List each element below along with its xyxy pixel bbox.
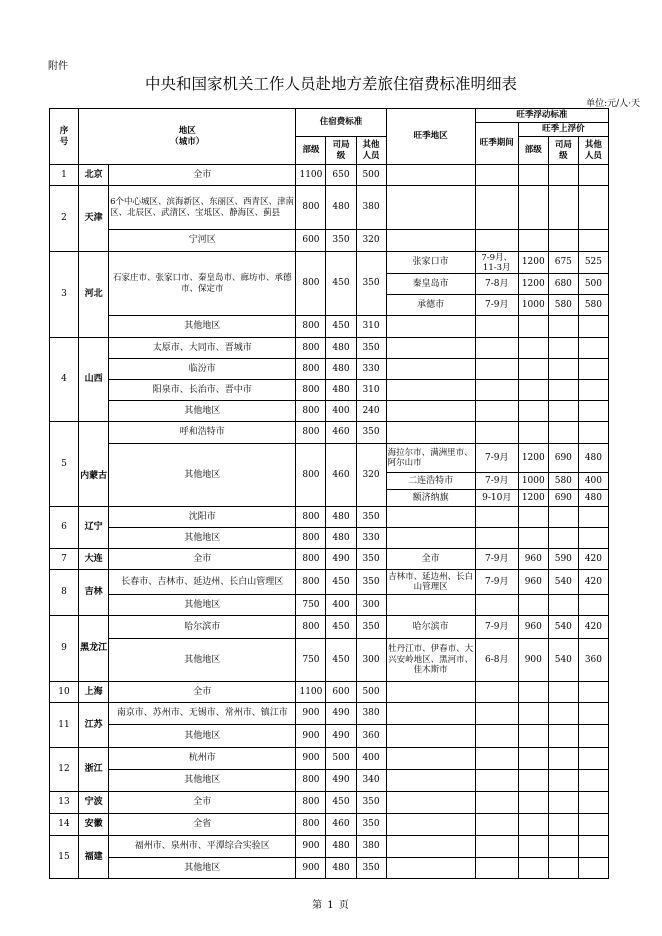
city-cell: 全市	[109, 549, 296, 570]
peak-period-cell: 6-8月	[475, 639, 518, 682]
city-cell: 其他地区	[109, 639, 296, 682]
rate-other: 330	[356, 359, 386, 380]
city-cell: 全省	[109, 814, 296, 836]
rate-ministerial: 900	[296, 703, 326, 725]
rate-other: 500	[356, 165, 386, 186]
rate-ministerial: 600	[296, 230, 326, 252]
peak-bureau: 680	[548, 274, 578, 295]
table-row	[50, 549, 609, 570]
header-peak-float-standard: 旺季浮动标准	[475, 109, 608, 123]
peak-ministerial: 960	[518, 570, 548, 595]
table-row	[50, 595, 609, 616]
city-cell: 长春市、吉林市、延边州、长白山管理区	[109, 570, 296, 595]
peak-ministerial: 1200	[518, 444, 548, 473]
province-cell: 天津	[79, 186, 109, 252]
table-row	[50, 639, 609, 682]
table-row	[50, 401, 609, 422]
province-cell: 大连	[79, 549, 109, 570]
rate-ministerial: 800	[296, 507, 326, 528]
peak-period-cell: 7-9月	[475, 444, 518, 473]
table-row	[50, 380, 609, 401]
rate-bureau: 480	[326, 528, 356, 549]
peak-region-cell: 牡丹江市、伊春市、大兴安岭地区、黑河市、佳木斯市	[386, 639, 475, 682]
seq-cell: 12	[50, 748, 79, 792]
peak-period-cell: 7-9月	[475, 473, 518, 490]
peak-ministerial: 960	[518, 616, 548, 639]
rate-bureau: 450	[326, 792, 356, 814]
rate-other: 350	[356, 570, 386, 595]
peak-other: 420	[578, 549, 608, 570]
peak-ministerial: 1200	[518, 252, 548, 274]
rate-bureau: 480	[326, 338, 356, 359]
table-row	[50, 770, 609, 792]
peak-ministerial: 900	[518, 639, 548, 682]
province-cell: 内蒙古	[79, 422, 109, 507]
table-row	[50, 316, 609, 338]
peak-period-cell: 7-9月	[475, 295, 518, 316]
rate-ministerial: 800	[296, 316, 326, 338]
rate-other: 350	[356, 616, 386, 639]
table-row	[50, 230, 609, 252]
peak-other: 420	[578, 570, 608, 595]
peak-region-cell: 秦皇岛市	[386, 274, 475, 295]
city-cell: 哈尔滨市	[109, 616, 296, 639]
rate-ministerial: 800	[296, 444, 326, 507]
peak-ministerial: 1200	[518, 274, 548, 295]
rate-ministerial: 800	[296, 422, 326, 444]
header-ministerial: 部级	[296, 137, 326, 165]
province-cell: 上海	[79, 682, 109, 703]
rate-ministerial: 800	[296, 814, 326, 836]
rate-other: 330	[356, 528, 386, 549]
table-row	[50, 252, 609, 274]
peak-region-cell: 承德市	[386, 295, 475, 316]
seq-cell: 6	[50, 507, 79, 549]
city-cell: 宁河区	[109, 230, 296, 252]
rate-bureau: 480	[326, 836, 356, 858]
rate-other: 240	[356, 401, 386, 422]
rate-ministerial: 750	[296, 595, 326, 616]
rate-bureau: 450	[326, 252, 356, 316]
rate-bureau: 490	[326, 725, 356, 748]
peak-ministerial: 960	[518, 549, 548, 570]
peak-region-cell: 二连浩特市	[386, 473, 475, 490]
peak-other: 400	[578, 473, 608, 490]
rate-ministerial: 800	[296, 528, 326, 549]
page-number: 第 1 页	[312, 900, 350, 911]
city-cell: 太原市、大同市、晋城市	[109, 338, 296, 359]
rate-ministerial: 800	[296, 616, 326, 639]
rate-ministerial: 800	[296, 359, 326, 380]
peak-bureau: 690	[548, 444, 578, 473]
rate-bureau: 480	[326, 858, 356, 879]
header-peak-ministerial: 部级	[518, 137, 548, 165]
peak-bureau: 540	[548, 570, 578, 595]
rate-bureau: 460	[326, 814, 356, 836]
header-seq: 序 号	[50, 109, 79, 165]
peak-ministerial: 1000	[518, 473, 548, 490]
table-row	[50, 616, 609, 639]
rate-other: 350	[356, 507, 386, 528]
seq-cell: 2	[50, 186, 79, 252]
attachment-label: 附件	[48, 61, 68, 72]
seq-cell: 4	[50, 338, 79, 422]
peak-other: 525	[578, 252, 608, 274]
city-cell: 全市	[109, 792, 296, 814]
province-cell: 福建	[79, 836, 109, 879]
rate-other: 350	[356, 792, 386, 814]
peak-other: 580	[578, 295, 608, 316]
table-row	[50, 359, 609, 380]
table-row	[50, 703, 609, 725]
rate-other: 300	[356, 595, 386, 616]
page-title: 中央和国家机关工作人员赴地方差旅住宿费标准明细表	[144, 75, 517, 93]
seq-cell: 3	[50, 252, 79, 338]
seq-cell: 13	[50, 792, 79, 814]
peak-period-cell: 7-9月、11-3月	[475, 252, 518, 274]
rate-bureau: 480	[326, 507, 356, 528]
province-cell: 浙江	[79, 748, 109, 792]
peak-period-cell: 7-9月	[475, 616, 518, 639]
rate-other: 350	[356, 549, 386, 570]
city-cell: 杭州市	[109, 748, 296, 770]
city-cell: 其他地区	[109, 528, 296, 549]
seq-cell: 14	[50, 814, 79, 836]
header-lodging-standard: 住宿费标准	[296, 109, 386, 137]
city-cell: 石家庄市、张家口市、秦皇岛市、廊坊市、承德市、保定市	[109, 252, 296, 316]
rate-bureau: 490	[326, 770, 356, 792]
header-peak-upper: 旺季上浮价	[518, 123, 608, 137]
rate-bureau: 490	[326, 703, 356, 725]
seq-cell: 11	[50, 703, 79, 748]
city-cell: 其他地区	[109, 595, 296, 616]
city-cell: 其他地区	[109, 401, 296, 422]
rate-ministerial: 800	[296, 338, 326, 359]
rate-ministerial: 800	[296, 401, 326, 422]
peak-bureau: 690	[548, 490, 578, 507]
table-row	[50, 682, 609, 703]
rate-ministerial: 1100	[296, 165, 326, 186]
seq-cell: 9	[50, 616, 79, 682]
peak-other: 420	[578, 616, 608, 639]
rate-bureau: 650	[326, 165, 356, 186]
peak-other: 360	[578, 639, 608, 682]
table-row	[50, 748, 609, 770]
rate-bureau: 460	[326, 444, 356, 507]
table-row	[50, 570, 609, 595]
city-cell: 呼和浩特市	[109, 422, 296, 444]
rate-bureau: 400	[326, 401, 356, 422]
seq-cell: 15	[50, 836, 79, 879]
table-row	[50, 507, 609, 528]
peak-bureau: 675	[548, 252, 578, 274]
rate-ministerial: 800	[296, 549, 326, 570]
rate-bureau: 600	[326, 682, 356, 703]
rate-other: 400	[356, 748, 386, 770]
city-cell: 其他地区	[109, 725, 296, 748]
rate-ministerial: 900	[296, 748, 326, 770]
peak-period-cell: 7-9月	[475, 549, 518, 570]
peak-region-cell: 海拉尔市、满洲里市、阿尔山市	[386, 444, 475, 473]
table-row	[50, 338, 609, 359]
rate-other: 310	[356, 316, 386, 338]
rate-other: 350	[356, 338, 386, 359]
city-cell: 阳泉市、长治市、晋中市	[109, 380, 296, 401]
seq-cell: 7	[50, 549, 79, 570]
city-cell: 临汾市	[109, 359, 296, 380]
rate-other: 340	[356, 770, 386, 792]
peak-bureau: 580	[548, 473, 578, 490]
rate-ministerial: 800	[296, 792, 326, 814]
peak-bureau: 580	[548, 295, 578, 316]
city-cell: 其他地区	[109, 444, 296, 507]
rate-ministerial: 800	[296, 570, 326, 595]
peak-period-cell: 7-8月	[475, 274, 518, 295]
rate-bureau: 450	[326, 616, 356, 639]
peak-region-cell: 张家口市	[386, 252, 475, 274]
province-cell: 黑龙江	[79, 616, 109, 682]
rate-ministerial: 1100	[296, 682, 326, 703]
peak-other: 480	[578, 490, 608, 507]
peak-other: 500	[578, 274, 608, 295]
table-row	[50, 186, 609, 230]
peak-region-cell: 额济纳旗	[386, 490, 475, 507]
province-cell: 山西	[79, 338, 109, 422]
unit-label: 单位:元/人·天	[586, 99, 640, 109]
peak-other: 480	[578, 444, 608, 473]
rate-ministerial: 800	[296, 186, 326, 230]
rate-other: 380	[356, 703, 386, 725]
peak-region-cell: 吉林市、延边州、长白山管理区	[386, 570, 475, 595]
lodging-standard-table	[49, 108, 609, 879]
city-cell: 其他地区	[109, 316, 296, 338]
province-cell: 北京	[79, 165, 109, 186]
rate-ministerial: 800	[296, 252, 326, 316]
rate-other: 320	[356, 444, 386, 507]
header-peak-bureau: 司局 级	[548, 137, 578, 165]
rate-bureau: 400	[326, 595, 356, 616]
city-cell: 6个中心城区、滨海新区、东丽区、西青区、津南区、北辰区、武清区、宝坻区、静海区、蓟县	[109, 186, 296, 230]
rate-other: 350	[356, 252, 386, 316]
peak-ministerial: 1200	[518, 490, 548, 507]
table-row	[50, 725, 609, 748]
rate-bureau: 450	[326, 316, 356, 338]
rate-other: 380	[356, 836, 386, 858]
rate-ministerial: 750	[296, 639, 326, 682]
peak-period-cell: 7-9月	[475, 570, 518, 595]
peak-ministerial: 1000	[518, 295, 548, 316]
header-peak-region: 旺季地区	[386, 109, 475, 165]
rate-other: 300	[356, 639, 386, 682]
seq-cell: 5	[50, 422, 79, 507]
rate-bureau: 490	[326, 549, 356, 570]
rate-ministerial: 900	[296, 725, 326, 748]
city-cell: 其他地区	[109, 770, 296, 792]
table-row	[50, 444, 609, 473]
peak-bureau: 590	[548, 549, 578, 570]
province-cell: 安徽	[79, 814, 109, 836]
province-cell: 吉林	[79, 570, 109, 616]
peak-bureau: 540	[548, 639, 578, 682]
rate-bureau: 500	[326, 748, 356, 770]
table-row	[50, 165, 609, 186]
header-peak-other: 其他 人员	[578, 137, 608, 165]
province-cell: 河北	[79, 252, 109, 338]
rate-ministerial: 800	[296, 380, 326, 401]
rate-bureau: 480	[326, 186, 356, 230]
city-cell: 全市	[109, 165, 296, 186]
rate-other: 500	[356, 682, 386, 703]
rate-other: 310	[356, 380, 386, 401]
header-peak-period: 旺季期间	[475, 123, 518, 165]
rate-other: 360	[356, 725, 386, 748]
rate-bureau: 460	[326, 422, 356, 444]
city-cell: 全市	[109, 682, 296, 703]
rate-ministerial: 900	[296, 858, 326, 879]
rate-other: 350	[356, 814, 386, 836]
seq-cell: 1	[50, 165, 79, 186]
table-row	[50, 814, 609, 836]
city-cell: 其他地区	[109, 858, 296, 879]
rate-other: 350	[356, 422, 386, 444]
rate-bureau: 350	[326, 230, 356, 252]
header-bureau: 司局 级	[326, 137, 356, 165]
rate-bureau: 480	[326, 380, 356, 401]
province-cell: 江苏	[79, 703, 109, 748]
rate-other: 380	[356, 186, 386, 230]
city-cell: 福州市、泉州市、平潭综合实验区	[109, 836, 296, 858]
rate-bureau: 450	[326, 639, 356, 682]
peak-region-cell: 哈尔滨市	[386, 616, 475, 639]
rate-other: 350	[356, 858, 386, 879]
header-other: 其他 人员	[356, 137, 386, 165]
province-cell: 宁波	[79, 792, 109, 814]
rate-bureau: 450	[326, 570, 356, 595]
table-row	[50, 528, 609, 549]
table-row	[50, 858, 609, 879]
seq-cell: 8	[50, 570, 79, 616]
rate-other: 320	[356, 230, 386, 252]
city-cell: 沈阳市	[109, 507, 296, 528]
rate-bureau: 480	[326, 359, 356, 380]
rate-ministerial: 800	[296, 770, 326, 792]
peak-bureau: 540	[548, 616, 578, 639]
table-row	[50, 422, 609, 444]
peak-region-cell: 全市	[386, 549, 475, 570]
city-cell: 南京市、苏州市、无锡市、常州市、镇江市	[109, 703, 296, 725]
province-cell: 辽宁	[79, 507, 109, 549]
seq-cell: 10	[50, 682, 79, 703]
rate-ministerial: 900	[296, 836, 326, 858]
peak-period-cell: 9-10月	[475, 490, 518, 507]
header-region: 地区 （城市）	[79, 109, 296, 165]
table-row	[50, 836, 609, 858]
table-row	[50, 792, 609, 814]
